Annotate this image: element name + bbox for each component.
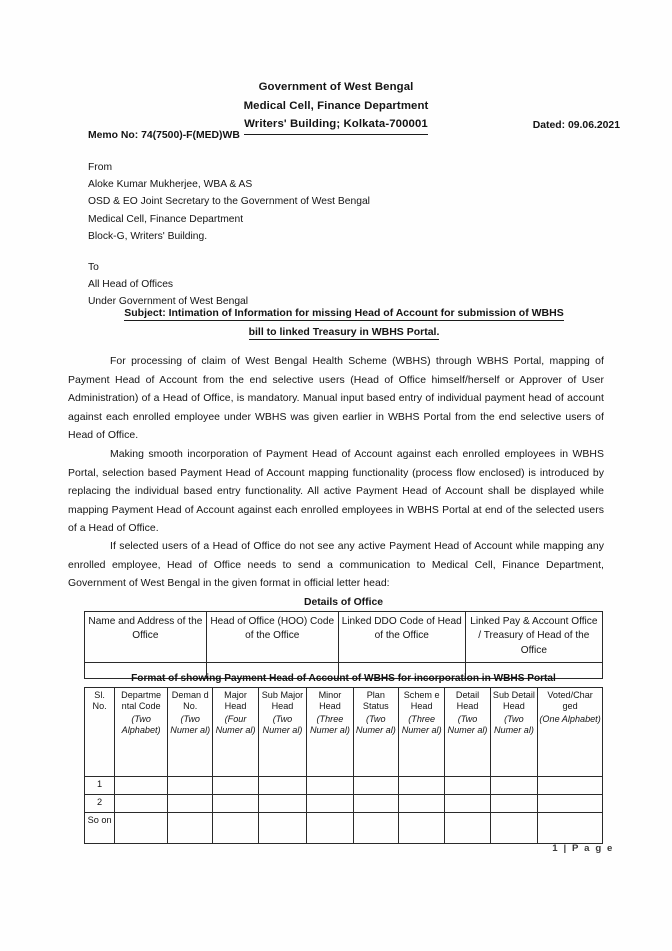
format-cell[interactable] [115, 813, 168, 844]
format-col-sub-major-head [258, 688, 307, 777]
format-cell[interactable] [490, 777, 537, 795]
format-col-detail-head-sub: (Two Numer al) [447, 713, 488, 736]
to-line-1: All Head of Offices [88, 279, 174, 291]
format-cell[interactable] [213, 813, 258, 844]
to-block [88, 259, 248, 311]
format-col-major-head-sub: (Four Numer al) [215, 713, 256, 736]
format-cell[interactable] [538, 795, 603, 813]
format-col-demand-no [168, 688, 213, 777]
format-cell[interactable] [353, 777, 398, 795]
format-col-detail-head-title: Detail Head [455, 690, 480, 712]
format-col-detail-head [445, 688, 490, 777]
payment-head-format-table [84, 687, 603, 844]
format-cell[interactable] [168, 813, 213, 844]
format-col-sub-major-head-sub: (Two Numer al) [262, 713, 303, 736]
body-paragraph-2: Making smooth incorporation of Payment Head of Account against each enrolled employees in WBHS Portal, selection based Payment Head of Account mapping functionality (process flow enclosed) is introduced by replacing the individual based entry functionality. All active Payment Head of Account shall be displayed while mapping Payment Head of Account against each enrolled employees in WBHS Portal at end of the selected users of a Head of Office. [68, 449, 604, 535]
format-col-sub-detail-head-title: Sub Detail Head [492, 690, 535, 712]
format-cell[interactable] [490, 795, 537, 813]
format-cell[interactable] [168, 777, 213, 795]
format-row-label: 2 [85, 795, 115, 813]
format-col-plan-status-sub: (Two Numer al) [355, 713, 396, 736]
format-col-voted-charged-sub: (One Alphabet) [539, 713, 601, 724]
format-col-demand-no-title: Deman d No. [171, 690, 209, 712]
format-cell[interactable] [258, 795, 307, 813]
format-cell[interactable] [307, 777, 353, 795]
office-table-caption: Details of Office [303, 597, 384, 608]
format-row-label: 1 [85, 777, 115, 795]
to-label: To [88, 262, 99, 273]
format-cell[interactable] [115, 777, 168, 795]
office-col-pao-treasury: Linked Pay & Account Office / Treasury of Head of the Office [465, 612, 602, 663]
format-col-minor-head-title: Minor Head [318, 690, 342, 712]
format-cell[interactable] [353, 813, 398, 844]
format-col-departmental-code-sub: (Two Alphabet) [121, 713, 161, 736]
table-header-row [85, 688, 603, 777]
table-header-row [85, 612, 603, 663]
format-col-sub-detail-head [490, 688, 537, 777]
format-col-scheme-head-title: Schem e Head [403, 690, 440, 712]
format-col-sub-detail-head-sub: (Two Numer al) [493, 713, 534, 736]
format-cell[interactable] [258, 813, 307, 844]
format-col-minor-head [307, 688, 353, 777]
format-cell[interactable] [398, 777, 444, 795]
page-footer: 1 | P a g e [552, 843, 614, 854]
format-col-major-head [213, 688, 258, 777]
from-line-1: Aloke Kumar Mukherjee, WBA & AS [88, 179, 253, 191]
table-row [85, 795, 603, 813]
format-col-departmental-code-title: Departme ntal Code [121, 690, 162, 712]
format-col-scheme-head [398, 688, 444, 777]
subject-line-1: Subject: Intimation of Information for missing Head of Account for submission of WBHS [124, 307, 564, 319]
format-col-plan-status-title: Plan Status [362, 690, 389, 712]
format-col-sub-major-head-title: Sub Major Head [261, 690, 304, 712]
details-of-office-table [84, 611, 603, 679]
format-cell[interactable] [307, 795, 353, 813]
table-row [85, 813, 603, 844]
format-cell[interactable] [445, 795, 490, 813]
format-col-sl-no [85, 688, 115, 777]
format-col-minor-head-sub: (Three Numer al) [309, 713, 350, 736]
from-line-4: Block-G, Writers' Building. [88, 230, 208, 242]
format-cell[interactable] [398, 795, 444, 813]
subject-line [84, 304, 604, 342]
letterhead-line-1: Government of West Bengal [258, 81, 414, 93]
format-cell[interactable] [538, 777, 603, 795]
memo-date: Dated: 09.06.2021 [532, 120, 620, 131]
format-cell[interactable] [115, 795, 168, 813]
letterhead-line-3: Writers' Building; Kolkata-700001 [244, 115, 428, 135]
format-cell[interactable] [353, 795, 398, 813]
format-cell[interactable] [490, 813, 537, 844]
format-table-caption: Format of showing Payment Head of Account of WBHS for incorporation in WBHS Portal [131, 673, 556, 684]
format-cell[interactable] [398, 813, 444, 844]
format-col-sl-no-title: Sl. No. [92, 690, 107, 712]
from-line-2: OSD & EO Joint Secretary to the Government of West Bengal [88, 196, 370, 208]
format-col-voted-charged [538, 688, 603, 777]
format-cell[interactable] [445, 777, 490, 795]
body-paragraph-3: If selected users of a Head of Office do not see any active Payment Head of Account while mapping any enrolled employee, Head of Office needs to send a communication to Medical Cell, Finance Department, Government of West Bengal in the given format in official letter head: [68, 541, 604, 590]
format-col-major-head-title: Major Head [224, 690, 247, 712]
format-col-voted-charged-title: Voted/Char ged [547, 690, 593, 712]
office-col-ddo-code: Linked DDO Code of Head of the Office [338, 612, 465, 663]
format-cell[interactable] [213, 795, 258, 813]
office-col-hoo-code: Head of Office (HOO) Code of the Office [206, 612, 338, 663]
from-line-3: Medical Cell, Finance Department [88, 213, 244, 225]
memo-number: Memo No: 74(7500)-F(MED)WB [88, 130, 240, 141]
format-col-demand-no-sub: (Two Numer al) [170, 713, 211, 736]
format-cell[interactable] [213, 777, 258, 795]
from-block [88, 159, 370, 245]
format-cell[interactable] [307, 813, 353, 844]
format-cell[interactable] [445, 813, 490, 844]
letterhead-line-2: Medical Cell, Finance Department [243, 99, 429, 112]
format-col-departmental-code [115, 688, 168, 777]
office-col-name-address: Name and Address of the Office [85, 612, 207, 663]
body-paragraph-1: For processing of claim of West Bengal Health Scheme (WBHS) through WBHS Portal, mapping of Payment Head of Account from the end selective users (Head of Office himself/herself or Approver of User Administration) of a Head of Office, is mandatory. Manual input based entry of individual payment head of account against each enrolled employee under WBHS was given earlier in WBHS Portal from the end selective users of Head of Office. [68, 356, 604, 442]
format-cell[interactable] [168, 795, 213, 813]
format-row-label: So on [85, 813, 115, 844]
format-col-plan-status [353, 688, 398, 777]
format-cell[interactable] [538, 813, 603, 844]
table-row [85, 777, 603, 795]
subject-line-2: bill to linked Treasury in WBHS Portal. [248, 326, 440, 338]
from-label: From [88, 162, 113, 173]
format-col-scheme-head-sub: (Three Numer al) [401, 713, 442, 736]
to-line-2: Under Government of West Bengal [88, 296, 249, 308]
format-cell[interactable] [258, 777, 307, 795]
